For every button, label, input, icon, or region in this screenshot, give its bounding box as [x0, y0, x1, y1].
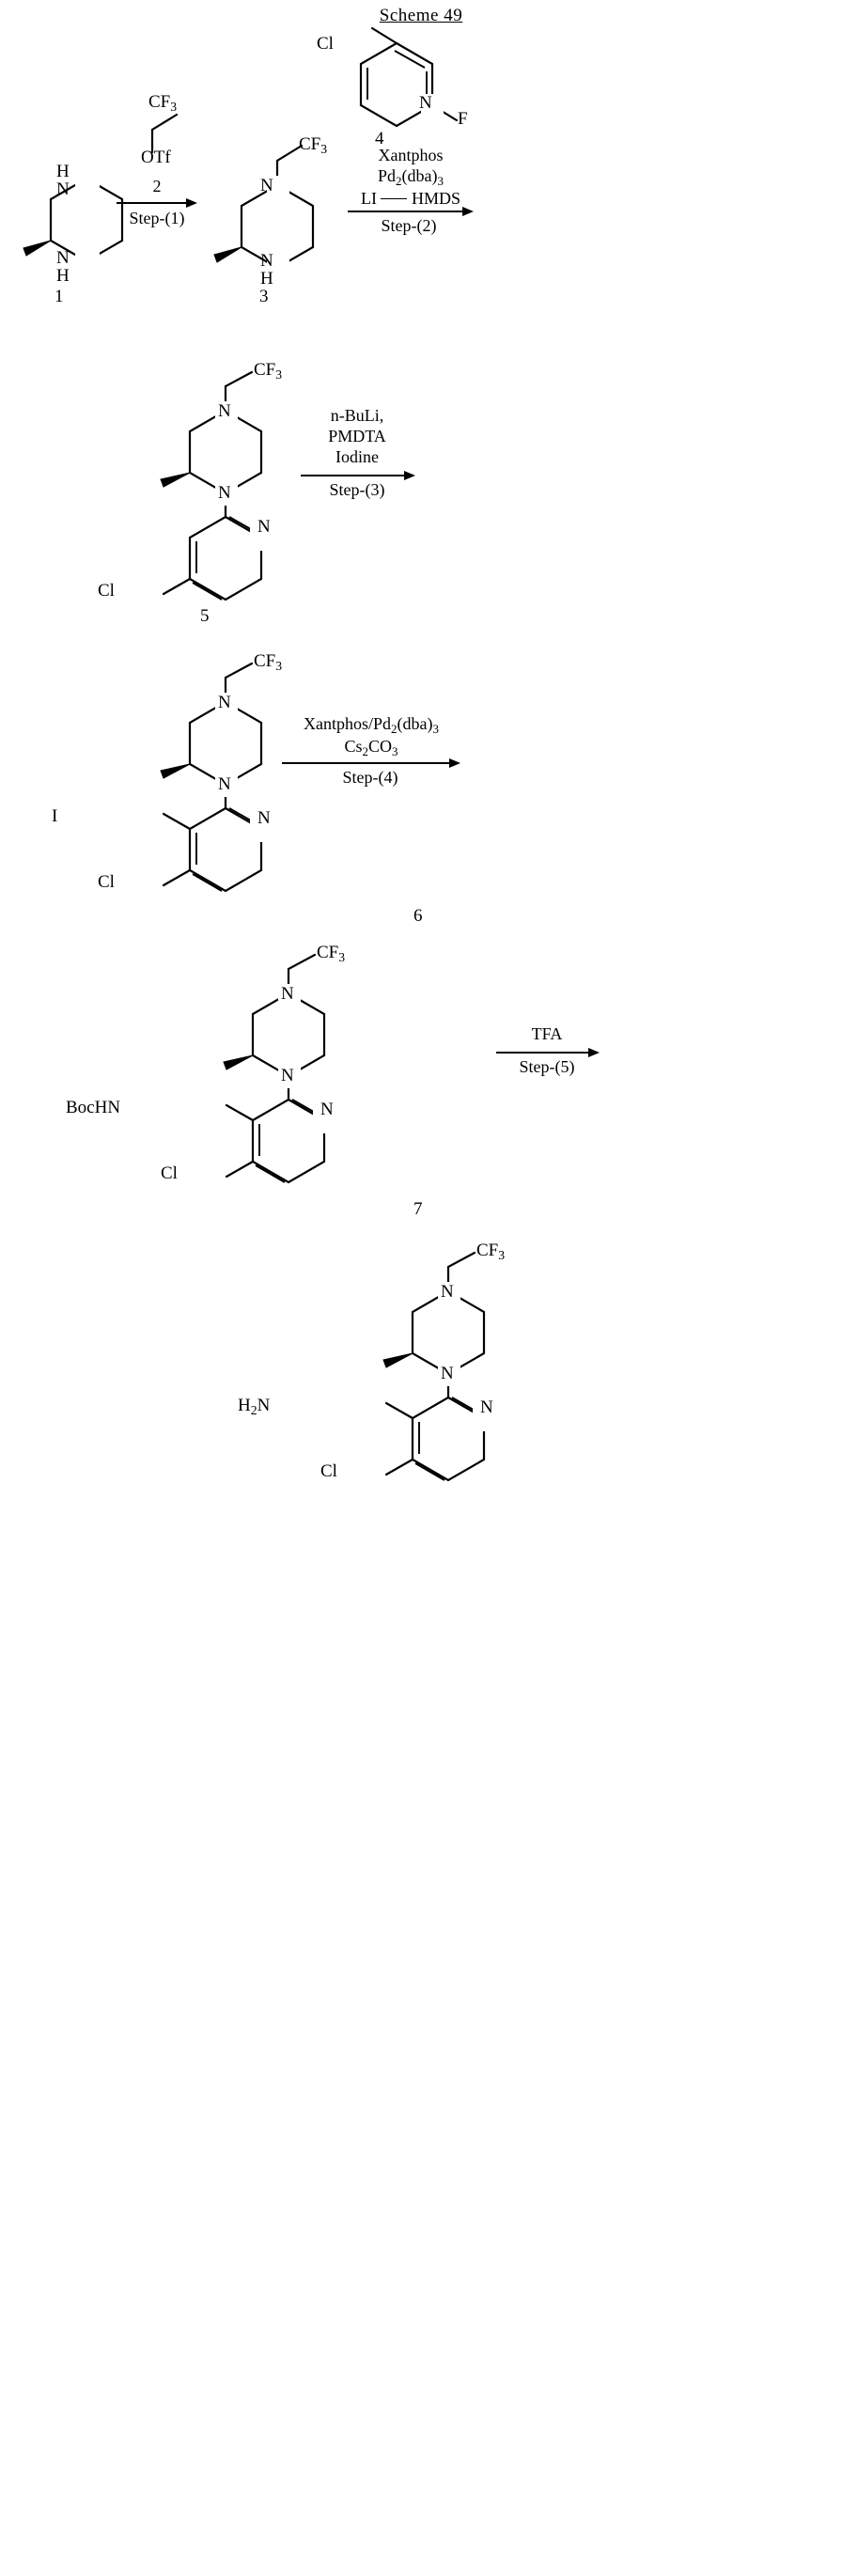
reagent-4-cl-label: Cl	[317, 34, 334, 54]
compound-5-n-top: N	[218, 401, 231, 421]
compound-7-n-top: N	[281, 984, 294, 1004]
step-3-line-1: n-BuLi,	[330, 406, 384, 425]
compound-6-cf3-label: $CF_3$	[254, 651, 283, 674]
page-title: Scheme 49	[379, 6, 463, 25]
step-5-above: TFA	[531, 1024, 563, 1043]
step-1-below: Step-(1)	[129, 209, 185, 227]
step-4-line-2: $Cs_2CO_3$	[344, 736, 398, 758]
compound-1-n-top: N	[56, 180, 70, 199]
compound-7-bochn-label: BocHN	[66, 1098, 121, 1117]
compound-7-pyridine-n: N	[320, 1100, 334, 1119]
compound-5-n-bottom: N	[218, 483, 231, 503]
compound-1-n-bottom: N	[56, 248, 70, 268]
compound-1-nh-bottom-h: H	[56, 266, 70, 286]
compound-7-n-bottom: N	[281, 1066, 294, 1085]
compound-6-pyridine-n: N	[257, 808, 271, 828]
compound-5-cl-label: Cl	[98, 581, 115, 601]
step-3-above	[301, 406, 413, 468]
step-3-line-3: Iodine	[335, 446, 379, 466]
compound-7-label: 7	[413, 1199, 423, 1219]
compound-3-structure	[209, 136, 359, 291]
compound-3-cf3-label: $CF_3$	[299, 134, 328, 157]
step-2-line-xantphos: Xantphos	[378, 146, 444, 164]
compound-6-label: 6	[413, 906, 423, 926]
compound-3-label: 3	[259, 287, 269, 306]
compound-5-pyridine-n: N	[257, 517, 271, 537]
compound-6-cl-label: Cl	[98, 872, 115, 892]
compound-3-nh-bottom-h: H	[260, 269, 273, 289]
step-3-below: Step-(3)	[329, 480, 385, 499]
reagent-4-structure	[338, 32, 460, 121]
reagent-4-f-label: F	[458, 109, 468, 129]
compound-6-n-top: N	[218, 693, 231, 712]
step-2-below: Step-(2)	[381, 216, 437, 235]
step-1-conditions	[117, 177, 197, 197]
step-2-line-pd: $Pd_2(dba)_3$	[378, 165, 444, 188]
step-4-line-1: Xantphos/$Pd_2(dba)_3$	[304, 714, 439, 736]
step-5-below: Step-(5)	[519, 1057, 575, 1076]
reagent-2-cf3-label: $CF_3$	[148, 92, 178, 115]
compound-8-nh2-label: $H_2N$	[238, 1396, 271, 1418]
step-2-line-lihmds: LI HMDS	[360, 188, 460, 208]
reagent-2-otf-label: OTf	[141, 148, 171, 167]
compound-8-n-bottom: N	[441, 1364, 454, 1383]
compound-5-cf3-label: $CF_3$	[254, 360, 283, 382]
compound-3-n-top: N	[260, 176, 273, 195]
compound-3-n-bottom: N	[260, 251, 273, 271]
compound-1-label: 1	[55, 287, 64, 306]
compound-7-cl-label: Cl	[161, 1163, 178, 1183]
step-3-line-2: PMDTA	[328, 426, 386, 445]
compound-1-nh-top-h: H	[56, 162, 70, 181]
step-4-below: Step-(4)	[342, 768, 398, 787]
compound-6-i-label: I	[52, 806, 58, 826]
step-1-above: 2	[152, 177, 162, 195]
compound-6-n-bottom: N	[218, 774, 231, 794]
compound-7-cf3-label: $CF_3$	[317, 943, 346, 965]
compound-5-label: 5	[200, 606, 210, 626]
compound-8-pyridine-n: N	[480, 1397, 493, 1417]
reagent-4-label: 4	[375, 129, 384, 148]
compound-8-n-top: N	[441, 1282, 454, 1302]
step-4-above	[282, 714, 460, 758]
reagent-4-n-label: N	[419, 93, 432, 113]
compound-8-cf3-label: $CF_3$	[476, 1241, 506, 1263]
compound-5-structure	[111, 367, 318, 611]
step-2-above	[350, 146, 472, 210]
compound-8-cl-label: Cl	[320, 1461, 337, 1481]
